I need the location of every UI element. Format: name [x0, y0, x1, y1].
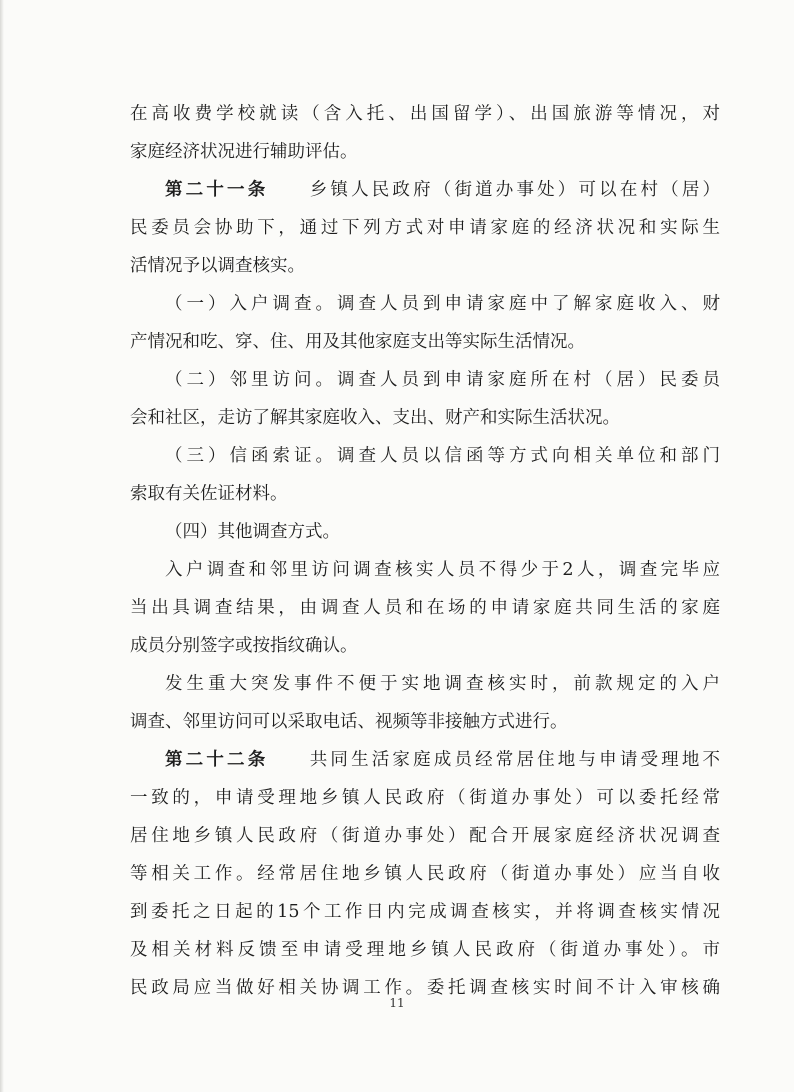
text-line	[130, 741, 720, 779]
text-line	[130, 665, 720, 703]
line-text: 在高收费学校就读（含入托、出国留学）、出国旅游等情况，对	[130, 104, 720, 124]
line-text: 乡镇人民政府（街道办事处）可以在村（居）	[309, 180, 720, 200]
line-text: 民委员会协助下，通过下列方式对申请家庭的经济状况和实际生	[130, 218, 720, 238]
line-text: 调查、邻里访问可以采取电话、视频等非接触方式进行。	[130, 712, 568, 732]
line-text: 当出具调查结果，由调查人员和在场的申请家庭共同生活的家庭	[130, 598, 720, 618]
article-heading: 第二十一条	[165, 180, 269, 200]
article-heading: 第二十二条	[165, 750, 269, 770]
line-text: 及相关材料反馈至申请受理地乡镇人民政府（街道办事处）。市	[130, 940, 720, 960]
text-line	[130, 931, 720, 969]
line-text: 一致的，申请受理地乡镇人民政府（街道办事处）可以委托经常	[130, 788, 720, 808]
line-text: 成员分别签字或按指纹确认。	[130, 636, 358, 656]
line-text: 家庭经济状况进行辅助评估。	[130, 142, 358, 162]
text-line	[130, 589, 720, 627]
text-line	[130, 703, 720, 741]
line-text: 产情况和吃、穿、住、用及其他家庭支出等实际生活情况。	[130, 332, 585, 352]
page-number: 11	[389, 996, 405, 1010]
line-text: （一）入户调查。调查人员到申请家庭中了解家庭收入、财	[165, 294, 720, 314]
line-text: 民政局应当做好相关协调工作。委托调查核实时间不计入审核确	[130, 978, 720, 998]
line-text: 入户调查和邻里访问调查核实人员不得少于2人，调查完毕应	[165, 560, 720, 580]
text-line	[130, 779, 720, 817]
text-line	[130, 209, 720, 247]
text-line	[130, 323, 720, 361]
line-text: （四）其他调查方式。	[165, 522, 340, 542]
line-text: 等相关工作。经常居住地乡镇人民政府（街道办事处）应当自收	[130, 864, 720, 884]
document-body	[130, 95, 720, 1007]
text-line	[130, 247, 720, 285]
text-line	[130, 285, 720, 323]
line-text: 会和社区，走访了解其家庭收入、支出、财产和实际生活状况。	[130, 408, 620, 428]
line-text: （二）邻里访问。调查人员到申请家庭所在村（居）民委员	[165, 370, 720, 390]
line-text: 发生重大突发事件不便于实地调查核实时，前款规定的入户	[165, 674, 720, 694]
line-text: 活情况予以调查核实。	[130, 256, 305, 276]
text-line	[130, 399, 720, 437]
text-line	[130, 513, 720, 551]
text-line	[130, 475, 720, 513]
text-line	[130, 95, 720, 133]
line-text: 居住地乡镇人民政府（街道办事处）配合开展家庭经济状况调查	[130, 826, 720, 846]
text-line	[130, 817, 720, 855]
scan-edge-shadow	[0, 0, 4, 1092]
text-line	[130, 361, 720, 399]
text-line	[130, 627, 720, 665]
text-line	[130, 171, 720, 209]
line-text: 共同生活家庭成员经常居住地与申请受理地不	[309, 750, 720, 770]
text-line	[130, 133, 720, 171]
line-text: 到委托之日起的15个工作日内完成调查核实，并将调查核实情况	[130, 902, 720, 922]
line-text: 索取有关佐证材料。	[130, 484, 288, 504]
line-text: （三）信函索证。调查人员以信函等方式向相关单位和部门	[165, 446, 720, 466]
text-line	[130, 893, 720, 931]
text-line	[130, 855, 720, 893]
text-line	[130, 437, 720, 475]
text-line	[130, 551, 720, 589]
